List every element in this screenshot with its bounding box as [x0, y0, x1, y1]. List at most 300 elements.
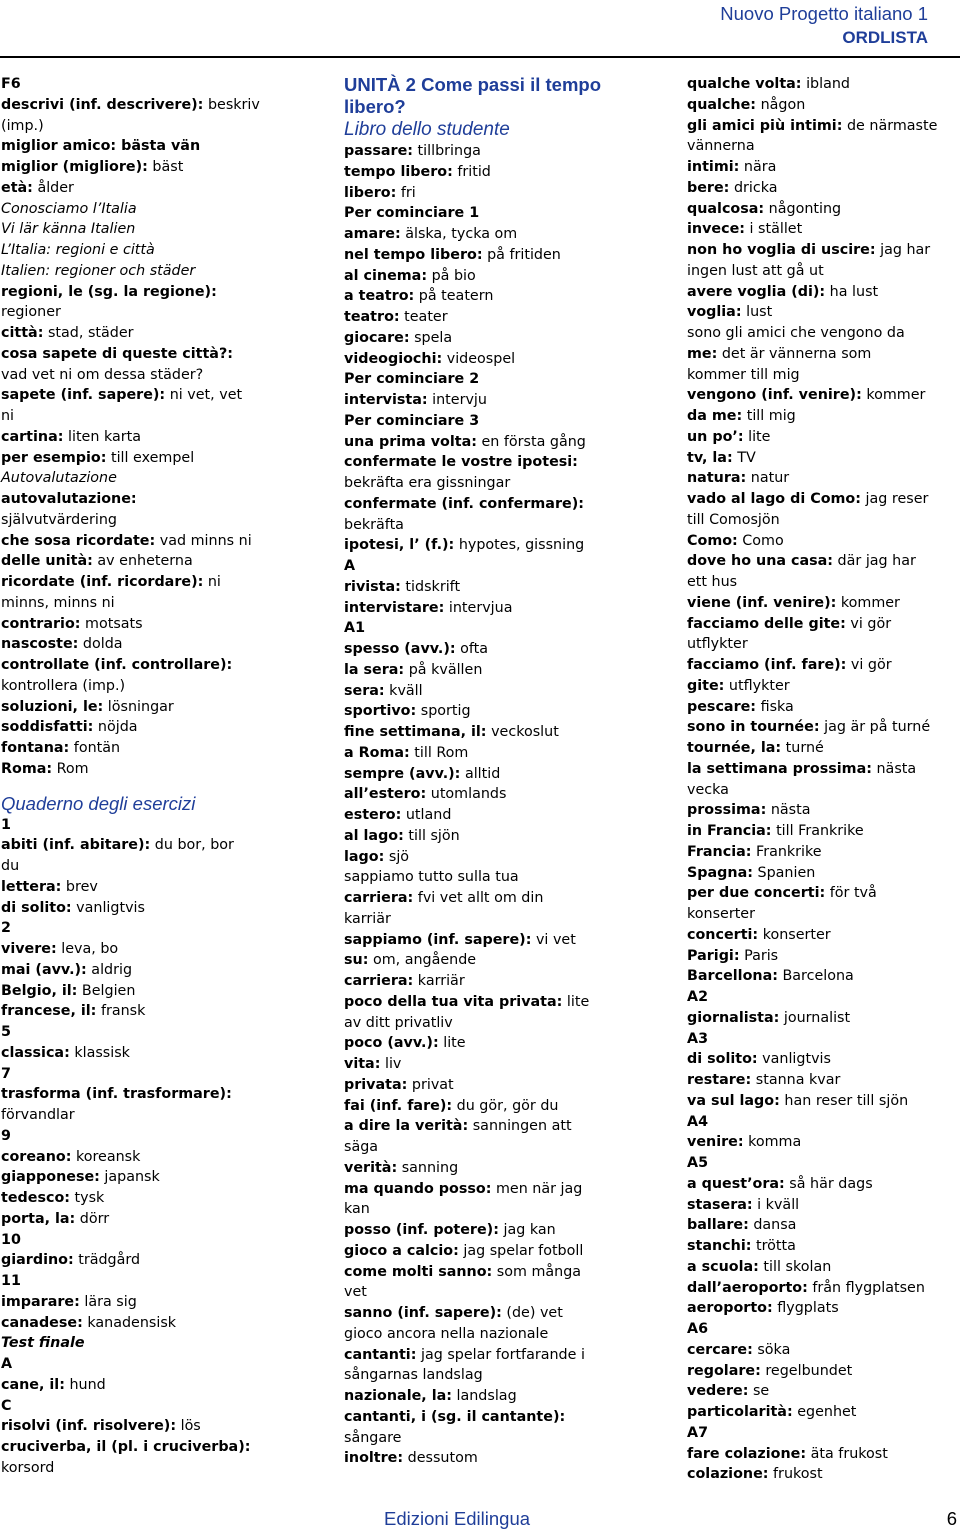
vocab-entry — [687, 946, 959, 967]
vocab-entry — [1, 136, 329, 157]
vocab-translation: komma — [743, 1134, 802, 1151]
vocab-translation: på teatern — [414, 288, 494, 305]
vocab-entry — [344, 535, 674, 556]
vocab-translation: Barcelona — [777, 968, 854, 985]
vocab-term: ballare: — [687, 1217, 749, 1234]
vocab-translation: utomlands — [426, 786, 507, 803]
vocab-entry — [687, 1070, 959, 1091]
vocab-term: età: — [1, 179, 33, 196]
vocab-term: avere voglia (di): — [687, 283, 826, 300]
vocab-translation: vi gör — [846, 657, 892, 673]
vocab-term: viene (inf. venire): — [687, 594, 837, 611]
exercise-number: 2 — [1, 920, 11, 937]
vocab-translation: konserter — [758, 926, 831, 943]
vocab-translation: dörr — [75, 1210, 110, 1227]
vocab-term: descrivi (inf. descrivere): — [1, 96, 204, 113]
vocab-translation: tillbringa — [413, 143, 481, 159]
vocab-entry — [344, 307, 674, 328]
vocab-term: cercare: — [687, 1341, 753, 1358]
vocab-term: Spagna: — [687, 864, 753, 881]
vocab-entry — [687, 738, 959, 759]
vocab-translation: Belgien — [77, 982, 136, 999]
vocab-entry — [344, 888, 674, 909]
vocab-translation: karriär — [413, 973, 465, 989]
vocab-term: tournée, la: — [687, 740, 782, 756]
vocab-term: voglia: — [687, 304, 742, 321]
vocab-term: regolare: — [687, 1362, 761, 1379]
vocab-subheading: Per cominciare 2 — [344, 371, 480, 388]
vocab-term: amare: — [344, 226, 401, 242]
vocab-entry — [344, 1054, 674, 1075]
vocab-translation: hund — [64, 1376, 106, 1393]
vocab-translation: lösningar — [103, 698, 174, 715]
vocab-entry — [687, 1008, 959, 1029]
vocab-entry — [1, 1292, 329, 1313]
vocab-translation: jag är på turné — [819, 719, 931, 736]
vocab-translation: lite — [438, 1035, 466, 1052]
vocab-column-3 — [687, 74, 959, 1485]
vocab-term: abiti (inf. abitare): — [1, 837, 151, 854]
vocab-entry: minns, minns ni — [1, 594, 115, 611]
vocab-entry — [344, 681, 674, 702]
vocab-term: cartina: — [1, 428, 64, 445]
vocab-term: sempre (avv.): — [344, 765, 461, 782]
vocab-entry — [344, 1096, 674, 1117]
vocab-term: va sul lago: — [687, 1092, 780, 1109]
vocab-term: trasforma (inf. trasformare): — [1, 1086, 232, 1103]
vocab-term: bere: — [687, 179, 730, 196]
vocab-term: di solito: — [687, 1051, 758, 1068]
vocab-translation: kanadensisk — [82, 1314, 177, 1331]
vocab-term: passare: — [344, 143, 414, 159]
vocab-entry — [687, 593, 959, 614]
vocab-entry — [344, 950, 674, 971]
vocab-translation: sjö — [384, 848, 410, 865]
vocab-subheading: Conosciamo l’Italia — [1, 200, 137, 217]
vocab-term: miglior amico: — [1, 138, 117, 155]
vocab-entry: vännerna — [687, 138, 755, 155]
vocab-entry — [687, 717, 959, 738]
vocab-term: all’estero: — [344, 786, 427, 803]
vocab-translation: men när jag — [491, 1180, 583, 1197]
vocab-translation: landslag — [451, 1388, 517, 1404]
vocab-term: la sera: — [344, 661, 405, 678]
vocab-term: Parigi: — [687, 947, 740, 964]
vocab-translation: natur — [746, 470, 790, 487]
vocab-translation: flygplats — [772, 1300, 839, 1317]
vocab-entry — [1, 95, 329, 116]
vocab-entry — [1, 178, 329, 199]
exercise-letter: A2 — [687, 989, 709, 1005]
vocab-term: qualche volta: — [687, 76, 802, 92]
vocab-translation: de närmaste — [842, 117, 938, 134]
vocab-translation: bästa vän — [116, 138, 201, 155]
vocab-translation: frukost — [768, 1466, 823, 1483]
vocab-translation: Rom — [52, 760, 89, 777]
vocab-entry — [687, 468, 959, 489]
vocab-entry — [687, 1444, 959, 1465]
exercise-number: 11 — [1, 1273, 21, 1289]
vocab-entry — [1, 531, 329, 552]
vocab-term: giocare: — [344, 329, 410, 346]
vocab-term: privata: — [344, 1076, 408, 1093]
vocab-term: soluzioni, le: — [1, 698, 104, 715]
vocab-term: videogiochi: — [344, 350, 443, 367]
vocab-entry — [344, 701, 674, 722]
vocab-term: particolarità: — [687, 1404, 793, 1420]
vocab-term: carriera: — [344, 890, 414, 906]
vocab-term: inoltre: — [344, 1450, 404, 1467]
vocab-translation: han reser till sjön — [779, 1092, 909, 1109]
vocab-column-1 — [1, 74, 329, 1479]
vocab-entry: regioner — [1, 304, 61, 321]
vocab-term: nel tempo libero: — [344, 246, 483, 263]
vocab-entry — [344, 1116, 674, 1137]
vocab-term: che sosa ricordate: — [1, 532, 156, 549]
vocab-term: imparare: — [1, 1293, 80, 1310]
vocab-translation: alltid — [460, 765, 501, 782]
vocab-term: facciamo (inf. fare): — [687, 657, 847, 673]
vocab-entry — [344, 1241, 674, 1262]
vocab-entry — [1, 655, 329, 676]
vocab-entry: sångarnas landslag — [344, 1367, 483, 1384]
vocab-term: confermate (inf. confermare): — [344, 495, 584, 512]
vocab-translation: privat — [407, 1076, 454, 1093]
vocab-translation: för två — [825, 885, 877, 902]
vocab-translation: lust — [741, 304, 773, 321]
exercise-letter: A1 — [344, 620, 366, 637]
vocab-entry — [687, 614, 959, 635]
vocab-entry — [344, 805, 674, 826]
vocab-term: controllate (inf. controllare): — [1, 657, 233, 673]
vocab-term: una prima volta: — [344, 433, 477, 450]
vocab-translation: fvi vet allt om din — [413, 890, 544, 906]
exercise-letter: A — [1, 1356, 13, 1372]
vocab-term: miglior (migliore): — [1, 159, 148, 175]
vocab-term: canadese: — [1, 1314, 83, 1331]
vocab-term: gioco a calcio: — [344, 1242, 459, 1259]
vocab-entry — [344, 639, 674, 660]
vocab-entry — [687, 863, 959, 884]
vocab-translation: journalist — [779, 1009, 851, 1026]
vocab-term: cosa sapete di queste città?: — [1, 345, 233, 362]
vocab-entry — [687, 385, 959, 406]
vocab-term: autovalutazione: — [1, 491, 137, 507]
vocab-entry — [344, 183, 674, 204]
vocab-term: sapete (inf. sapere): — [1, 387, 166, 404]
vocab-subheading: Per cominciare 3 — [344, 412, 480, 429]
vocab-term: risolvi (inf. risolvere): — [1, 1418, 177, 1435]
vocab-term: contrario: — [1, 615, 81, 632]
vocab-term: libero: — [344, 184, 397, 201]
vocab-translation: jag har — [875, 242, 931, 258]
vocab-subheading: Per cominciare 1 — [344, 205, 480, 222]
vocab-translation: fontän — [69, 740, 121, 756]
vocab-term: Como: — [687, 532, 738, 549]
vocab-translation: dolda — [78, 636, 123, 653]
book-title: Nuovo Progetto italiano 1 — [720, 3, 928, 24]
vocab-entry: utflykter — [687, 636, 748, 653]
vocab-entry — [1, 489, 329, 510]
vocab-term: posso (inf. potere): — [344, 1222, 499, 1238]
vocab-translation: jag reser — [860, 491, 929, 507]
vocab-translation: nära — [739, 159, 777, 175]
vocab-term: Barcellona: — [687, 968, 778, 985]
vocab-entry — [687, 427, 959, 448]
vocab-translation: fri — [396, 184, 416, 201]
vocab-translation: ha lust — [825, 283, 879, 300]
vocab-translation: sanningen att — [468, 1118, 572, 1135]
vocab-entry — [687, 1049, 959, 1070]
vocab-entry: vecka — [687, 781, 729, 798]
vocab-entry: sångare — [344, 1429, 402, 1446]
vocab-entry — [687, 676, 959, 697]
vocab-translation: på bio — [427, 267, 476, 284]
vocab-entry: (imp.) — [1, 117, 44, 134]
vocab-entry — [1, 960, 329, 981]
vocab-entry — [687, 1174, 959, 1195]
vocab-entry: till Comosjön — [687, 511, 780, 528]
vocab-translation: jag kan — [498, 1222, 556, 1238]
vocab-term: giornalista: — [687, 1009, 780, 1026]
vocab-entry — [687, 925, 959, 946]
exercise-letter: C — [1, 1397, 12, 1414]
section-title: ORDLISTA — [842, 28, 928, 47]
vocab-entry — [344, 390, 674, 411]
vocab-translation: klassisk — [69, 1044, 130, 1061]
vocab-entry: ni — [1, 408, 15, 424]
header-rule — [0, 56, 960, 58]
vocab-term: vivere: — [1, 941, 57, 957]
vocab-entry — [344, 1448, 674, 1469]
vocab-entry — [344, 1262, 674, 1283]
vocab-translation: sportig — [416, 703, 471, 720]
vocab-column-2 — [344, 74, 674, 1469]
vocab-translation: beskriv — [203, 96, 260, 113]
exercise-letter: A — [344, 558, 356, 574]
vocab-translation: nästa — [871, 760, 917, 777]
vocab-translation: fiska — [756, 698, 794, 715]
vocab-term: porta, la: — [1, 1210, 76, 1227]
vocab-translation: Frankrike — [751, 843, 822, 860]
vocab-translation: älska, tycka om — [400, 226, 518, 242]
vocab-translation: tysk — [70, 1190, 105, 1206]
vocab-translation: vad minns ni — [155, 532, 252, 549]
vocab-translation: stanna kvar — [751, 1072, 841, 1088]
vocab-entry — [1, 939, 329, 960]
vocab-term: Roma: — [1, 760, 53, 777]
vocab-term: cantanti: — [344, 1346, 417, 1363]
exercise-letter: A6 — [687, 1321, 709, 1337]
vocab-translation: utflykter — [724, 677, 790, 694]
vocab-entry — [344, 1386, 674, 1407]
vocab-term: poco (avv.): — [344, 1035, 439, 1052]
vocab-translation: vanligtvis — [757, 1051, 831, 1068]
vocab-term: come molti sanno: — [344, 1263, 493, 1280]
vocab-entry: självutvärdering — [1, 511, 117, 528]
vocab-entry — [344, 1179, 674, 1200]
vocab-translation: Paris — [739, 947, 779, 964]
vocab-entry — [687, 1464, 959, 1485]
vocab-translation: intervjua — [444, 599, 513, 616]
vocab-translation: ni — [203, 574, 221, 590]
exercise-number: 10 — [1, 1231, 21, 1248]
vocab-term: tedesco: — [1, 1190, 70, 1206]
vocab-entry — [687, 302, 959, 323]
vocab-translation: Spanien — [752, 864, 816, 881]
vocab-entry — [344, 141, 674, 162]
vocab-term: spesso (avv.): — [344, 641, 456, 657]
vocab-translation: lös — [176, 1418, 201, 1435]
vocab-term: sportivo: — [344, 703, 417, 720]
vocab-term: stasera: — [687, 1196, 753, 1213]
vocab-entry — [1, 1209, 329, 1230]
vocab-translation: vi vet — [531, 931, 576, 948]
vocab-entry — [1, 282, 329, 303]
vocab-translation: på fritiden — [482, 246, 561, 263]
vocab-translation: dricka — [729, 179, 778, 196]
vocab-entry — [344, 784, 674, 805]
vocab-term: mai (avv.): — [1, 961, 87, 978]
vocab-entry — [344, 930, 674, 951]
vocab-term: qualche: — [687, 96, 757, 113]
vocab-translation: jag spelar fotboll — [458, 1242, 584, 1259]
vocab-entry — [687, 1215, 959, 1236]
vocab-translation: dessutom — [403, 1450, 478, 1467]
vocab-term: di solito: — [1, 899, 72, 916]
vocab-term: giardino: — [1, 1252, 74, 1269]
vocab-translation: äta frukost — [806, 1445, 888, 1462]
vocab-entry — [687, 883, 959, 904]
vocab-entry — [1, 572, 329, 593]
vocab-translation: lära sig — [79, 1293, 137, 1310]
vocab-entry — [687, 489, 959, 510]
vocab-translation: i stället — [744, 221, 803, 238]
vocab-term: stanchi: — [687, 1238, 752, 1254]
vocab-term: carriera: — [344, 973, 414, 989]
vocab-translation: intervju — [427, 392, 487, 408]
vocab-translation: hypotes, gissning — [454, 537, 585, 554]
vocab-translation: se — [748, 1383, 770, 1400]
vocab-entry — [687, 95, 959, 116]
vocab-entry — [344, 660, 674, 681]
vocab-entry — [687, 448, 959, 469]
vocab-entry: säga — [344, 1139, 379, 1155]
vocab-translation: på kvällen — [404, 661, 483, 678]
vocab-subheading: Test finale — [1, 1335, 85, 1352]
vocab-term: intervista: — [344, 392, 428, 408]
vocab-translation: kväll — [384, 682, 423, 699]
vocab-term: dove ho una casa: — [687, 553, 834, 570]
vocab-entry — [344, 598, 674, 619]
vocab-heading: F6 — [1, 76, 21, 92]
vocab-entry — [687, 551, 959, 572]
vocab-translation: dansa — [748, 1217, 797, 1234]
vocab-translation: där jag har — [833, 553, 916, 570]
vocab-translation: till Rom — [409, 744, 469, 761]
exercise-letter: A4 — [687, 1113, 709, 1130]
vocab-entry — [344, 847, 674, 868]
vocab-entry — [1, 1437, 329, 1458]
vocab-translation: (de) vet — [501, 1305, 563, 1321]
vocab-translation: veckoslut — [486, 724, 559, 740]
vocab-entry — [344, 743, 674, 764]
vocab-translation: motsats — [80, 615, 143, 632]
vocab-term: nazionale, la: — [344, 1388, 452, 1404]
vocab-term: a scuola: — [687, 1258, 759, 1275]
vocab-term: su: — [344, 952, 369, 969]
vocab-entry — [344, 328, 674, 349]
vocab-term: a dire la verità: — [344, 1118, 469, 1135]
vocab-term: vado al lago di Como: — [687, 491, 861, 507]
vocab-term: rivista: — [344, 578, 401, 595]
vocab-translation: leva, bo — [56, 941, 119, 957]
vocab-entry — [1, 634, 329, 655]
exercise-letter: A7 — [687, 1424, 709, 1441]
vocab-entry — [1, 1375, 329, 1396]
vocab-translation: TV — [732, 449, 756, 466]
vocab-translation: turné — [781, 740, 824, 756]
vocab-entry — [1, 385, 329, 406]
vocab-term: verità: — [344, 1159, 398, 1176]
vocab-entry — [1, 981, 329, 1002]
vocab-entry: kommer till mig — [687, 366, 800, 383]
vocab-entry: karriär — [344, 910, 391, 927]
vocab-term: lago: — [344, 848, 385, 865]
publisher-footer: Edizioni Edilingua — [384, 1508, 531, 1529]
vocab-entry — [687, 1361, 959, 1382]
vocab-translation: du bor, bor — [150, 837, 234, 854]
vocab-entry — [687, 178, 959, 199]
vocab-entry — [687, 966, 959, 987]
vocab-term: tempo libero: — [344, 163, 453, 180]
vocab-term: vengono (inf. venire): — [687, 387, 862, 404]
vocab-translation: videospel — [442, 350, 516, 367]
vocab-translation: om, angående — [368, 952, 477, 969]
vocab-entry — [687, 842, 959, 863]
vocab-term: colazione: — [687, 1466, 769, 1483]
vocab-entry — [1, 738, 329, 759]
vocab-entry — [687, 74, 959, 95]
unit-title-cont: libero? — [344, 96, 406, 117]
vocab-entry — [344, 266, 674, 287]
vocab-entry — [687, 344, 959, 365]
vocab-entry — [344, 764, 674, 785]
vocab-term: confermate le vostre ipotesi: — [344, 454, 578, 471]
vocab-translation: fritid — [452, 163, 491, 180]
vocab-entry — [344, 432, 674, 453]
vocab-term: facciamo delle gite: — [687, 615, 846, 632]
vocab-entry — [344, 1158, 674, 1179]
vocab-entry — [1, 427, 329, 448]
vocab-entry — [687, 199, 959, 220]
vocab-translation: till mig — [742, 408, 796, 424]
vocab-entry — [687, 1340, 959, 1361]
vocab-translation: sanning — [397, 1159, 459, 1176]
vocab-entry — [344, 452, 674, 473]
vocab-entry: ingen lust att gå ut — [687, 262, 824, 279]
vocab-translation: någonting — [764, 200, 842, 217]
vocab-entry: bekräfta — [344, 516, 404, 533]
vocab-term: ma quando posso: — [344, 1180, 492, 1197]
vocab-translation: lite — [562, 993, 590, 1010]
exercise-number: 9 — [1, 1127, 11, 1144]
vocab-entry — [687, 240, 959, 261]
vocab-term: a Roma: — [344, 744, 410, 761]
vocab-translation: stad, städer — [43, 325, 134, 341]
vocab-term: cane, il: — [1, 1376, 65, 1393]
vocab-entry — [1, 551, 329, 572]
